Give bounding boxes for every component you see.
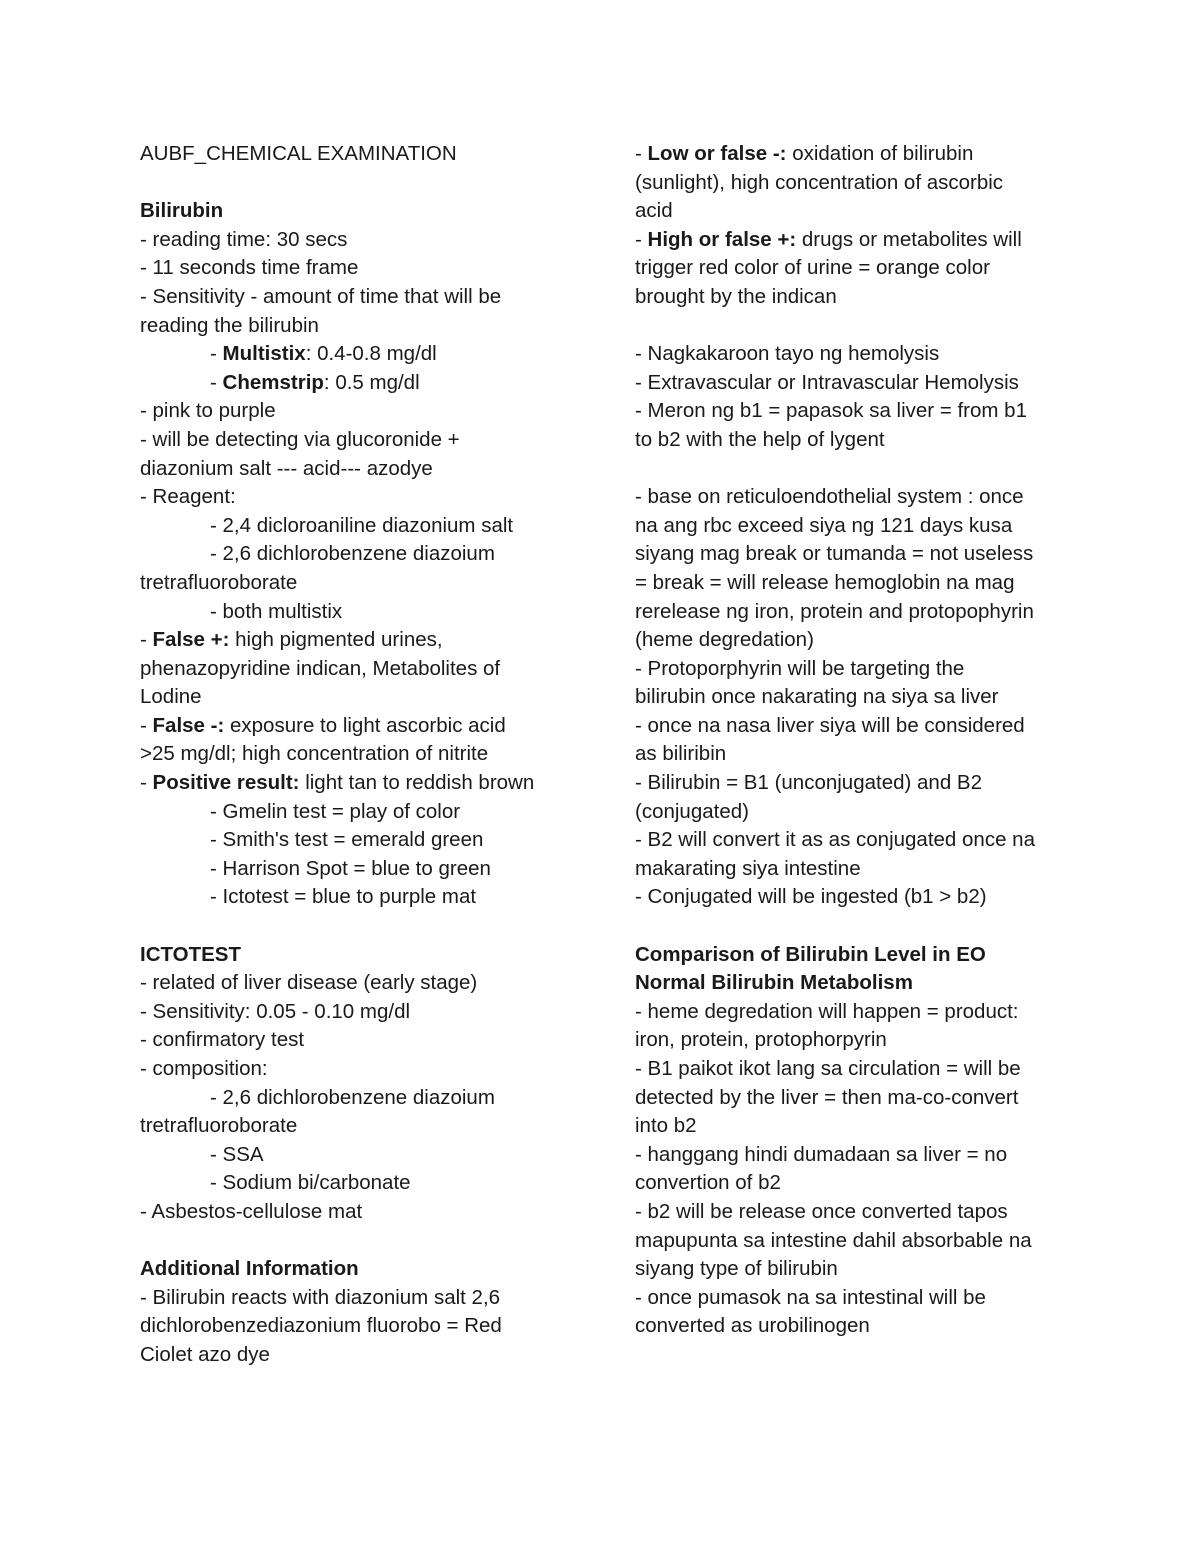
blank-line <box>140 169 580 198</box>
text-line <box>140 1169 580 1198</box>
text-line <box>635 1198 1075 1227</box>
line-text: : 0.5 mg/dl <box>323 370 420 394</box>
line-text: - confirmatory test <box>140 1028 305 1052</box>
text-line <box>635 1055 1075 1084</box>
text-line <box>635 826 1075 855</box>
line-text: mapupunta sa intestine dahil absorbable na <box>635 1228 1032 1252</box>
line-text: diazonium salt --- acid--- azodye <box>140 456 433 480</box>
line-text: tretrafluoroborate <box>140 1114 298 1138</box>
line-text: - 2,6 dichlorobenzene diazoium <box>210 542 495 566</box>
line-text: - Nagkakaroon tayo ng hemolysis <box>635 342 940 366</box>
text-line <box>635 1227 1075 1256</box>
line-text: drugs or metabolites will <box>796 227 1022 251</box>
text-line <box>140 254 580 283</box>
line-text: acid <box>635 199 673 223</box>
text-line <box>140 598 580 627</box>
text-line <box>635 569 1075 598</box>
line-text: - hanggang hindi dumadaan sa liver = no <box>635 1142 1008 1166</box>
text-line <box>635 397 1075 426</box>
line-text: Ciolet azo dye <box>140 1342 270 1366</box>
line-text: - Ictotest = blue to purple mat <box>210 885 477 909</box>
blank-line <box>635 912 1075 941</box>
text-line <box>635 512 1075 541</box>
text-line <box>635 283 1075 312</box>
line-text: makarating siya intestine <box>635 856 861 880</box>
text-line <box>635 483 1075 512</box>
text-line <box>635 226 1075 255</box>
text-line <box>140 826 580 855</box>
section-heading-text: Normal Bilirubin Metabolism <box>635 971 913 995</box>
section-heading <box>635 941 1075 970</box>
right-column <box>635 140 1075 1341</box>
line-text: - heme degredation will happen = product: <box>635 999 1019 1023</box>
text-line <box>140 1112 580 1141</box>
text-line <box>635 740 1075 769</box>
line-text: light tan to reddish brown <box>299 771 535 795</box>
text-line <box>635 683 1075 712</box>
line-text: - reading time: 30 secs <box>140 227 348 251</box>
text-line <box>635 626 1075 655</box>
text-line <box>140 283 580 312</box>
line-text: - Harrison Spot = blue to green <box>210 856 491 880</box>
text-line <box>635 883 1075 912</box>
line-text: iron, protein, protophorpyrin <box>635 1028 887 1052</box>
bullet-dash: - <box>140 628 153 652</box>
line-text: trigger red color of urine = orange color <box>635 256 990 280</box>
text-line <box>140 1141 580 1170</box>
line-text: oxidation of bilirubin <box>786 142 974 165</box>
line-text: - 2,4 dicloroaniline diazonium salt <box>210 513 514 537</box>
line-text: : 0.4-0.8 mg/dl <box>305 342 437 366</box>
line-text: - B1 paikot ikot lang sa circulation = will be <box>635 1057 1021 1080</box>
text-line <box>635 855 1075 884</box>
text-line <box>635 426 1075 455</box>
text-line <box>140 226 580 255</box>
bullet-dash: - <box>140 713 153 737</box>
text-line <box>635 540 1075 569</box>
text-line <box>635 1312 1075 1341</box>
line-text: - Gmelin test = play of color <box>210 799 461 823</box>
bold-term: Chemstrip <box>222 370 324 394</box>
line-text: = break = will release hemoglobin na mag <box>635 570 1015 594</box>
left-column <box>140 140 580 1370</box>
bold-term: Positive result: <box>152 771 300 795</box>
bullet-dash: - <box>210 342 223 366</box>
section-heading <box>140 1255 580 1284</box>
text-line <box>140 1198 580 1227</box>
text-line <box>140 455 580 484</box>
text-line <box>635 1169 1075 1198</box>
bullet-dash: - <box>635 227 648 251</box>
text-line <box>635 598 1075 627</box>
text-line <box>635 1084 1075 1113</box>
text-line <box>140 540 580 569</box>
text-line <box>635 1026 1075 1055</box>
text-line <box>635 169 1075 198</box>
line-text: - Bilirubin = B1 (unconjugated) and B2 <box>635 771 983 795</box>
line-text: - Meron ng b1 = papasok sa liver = from b1 <box>635 399 1027 423</box>
line-text: phenazopyridine indican, Metabolites of <box>140 656 501 680</box>
text-line <box>140 1055 580 1084</box>
text-line <box>635 1112 1075 1141</box>
line-text: - pink to purple <box>140 399 276 423</box>
bold-term: Low or false -: <box>647 142 787 165</box>
text-line <box>635 998 1075 1027</box>
text-line <box>635 655 1075 684</box>
section-heading-text: Bilirubin <box>140 199 224 223</box>
line-text: - Sensitivity: 0.05 - 0.10 mg/dl <box>140 999 411 1023</box>
text-line <box>140 855 580 884</box>
line-text: - Sodium bi/carbonate <box>210 1171 411 1195</box>
line-text: (heme degredation) <box>635 628 814 652</box>
section-heading-text: Comparison of Bilirubin Level in EO <box>635 942 986 966</box>
text-line <box>635 1141 1075 1170</box>
bold-term: False -: <box>152 713 225 737</box>
text-line <box>140 655 580 684</box>
bold-term: False +: <box>152 628 230 652</box>
line-text: na ang rbc exceed siya ng 121 days kusa <box>635 513 1013 537</box>
section-heading <box>140 941 580 970</box>
text-line <box>140 483 580 512</box>
line-text: - Conjugated will be ingested (b1 > b2) <box>635 885 987 909</box>
text-line <box>635 712 1075 741</box>
text-line <box>140 512 580 541</box>
text-line <box>140 426 580 455</box>
bullet-dash: - <box>635 142 648 165</box>
line-text: siyang type of bilirubin <box>635 1257 838 1281</box>
line-text: - 11 seconds time frame <box>140 256 359 280</box>
line-text: detected by the liver = then ma-co-convert <box>635 1085 1019 1109</box>
line-text: - both multistix <box>210 599 343 623</box>
bullet-dash: - <box>210 370 223 394</box>
line-text: - B2 will convert it as as conjugated once na <box>635 828 1035 852</box>
line-text: - Sensitivity - amount of time that will be <box>140 284 502 308</box>
line-text: rerelease ng iron, protein and protopophyrin <box>635 599 1034 623</box>
text-line <box>140 1341 580 1370</box>
section-heading-text: Additional Information <box>140 1257 359 1281</box>
line-text: brought by the indican <box>635 284 837 308</box>
text-line <box>635 140 1075 169</box>
section-heading <box>635 969 1075 998</box>
text-line <box>140 1026 580 1055</box>
line-text: to b2 with the help of lygent <box>635 427 885 451</box>
text-line <box>635 798 1075 827</box>
line-text: - Asbestos-cellulose mat <box>140 1199 363 1223</box>
bullet-dash: - <box>140 771 153 795</box>
text-line <box>140 683 580 712</box>
line-text: Lodine <box>140 685 202 709</box>
line-text: - Bilirubin reacts with diazonium salt 2,6 <box>140 1285 501 1309</box>
text-line <box>140 1084 580 1113</box>
line-text: into b2 <box>635 1114 697 1138</box>
bold-term: Multistix <box>222 342 306 366</box>
line-text: convertion of b2 <box>635 1171 781 1195</box>
line-text: reading the bilirubin <box>140 313 319 337</box>
blank-line <box>635 312 1075 341</box>
text-line <box>140 740 580 769</box>
line-text: - once na nasa liver siya will be considered <box>635 713 1025 737</box>
section-heading <box>140 197 580 226</box>
line-text: (sunlight), high concentration of ascorbic <box>635 170 1004 194</box>
line-text: - composition: <box>140 1057 268 1080</box>
text-line <box>140 369 580 398</box>
text-line <box>635 1284 1075 1313</box>
text-line <box>635 369 1075 398</box>
line-text: - Extravascular or Intravascular Hemolysis <box>635 370 1019 394</box>
text-line <box>635 769 1075 798</box>
text-line <box>140 340 580 369</box>
line-text: - b2 will be release once converted tapos <box>635 1199 1008 1223</box>
text-line <box>140 883 580 912</box>
line-text: - once pumasok na sa intestinal will be <box>635 1285 986 1309</box>
text-line <box>140 312 580 341</box>
text-line <box>140 397 580 426</box>
text-line <box>140 626 580 655</box>
text-line <box>635 340 1075 369</box>
line-text: converted as urobilinogen <box>635 1314 870 1338</box>
line-text: high pigmented urines, <box>229 628 443 652</box>
line-text: - will be detecting via glucoronide + <box>140 427 460 451</box>
line-text: - SSA <box>210 1142 264 1166</box>
line-text: - Smith's test = emerald green <box>210 828 484 852</box>
section-heading-text: ICTOTEST <box>140 942 241 966</box>
text-line <box>635 1255 1075 1284</box>
text-line <box>140 569 580 598</box>
blank-line <box>140 1227 580 1256</box>
text-line <box>140 1312 580 1341</box>
text-line <box>635 254 1075 283</box>
line-text: >25 mg/dl; high concentration of nitrite <box>140 742 489 766</box>
text-line <box>140 769 580 798</box>
text-line <box>140 1284 580 1313</box>
blank-line <box>140 912 580 941</box>
blank-line <box>635 455 1075 484</box>
text-line <box>140 998 580 1027</box>
line-text: (conjugated) <box>635 799 749 823</box>
text-line <box>635 197 1075 226</box>
text-line <box>140 798 580 827</box>
line-text: siyang mag break or tumanda = not useless <box>635 542 1034 566</box>
line-text: exposure to light ascorbic acid <box>224 713 506 737</box>
text-line <box>140 969 580 998</box>
line-text: - base on reticuloendothelial system : once <box>635 485 1024 509</box>
line-text: tretrafluoroborate <box>140 570 298 594</box>
document-title: AUBF_CHEMICAL EXAMINATION <box>140 142 457 165</box>
line-text: - related of liver disease (early stage) <box>140 971 478 995</box>
line-text: as biliribin <box>635 742 727 766</box>
text-line <box>140 712 580 741</box>
line-text: bilirubin once nakarating na siya sa liver <box>635 685 999 709</box>
bold-term: High or false +: <box>647 227 797 251</box>
line-text: dichlorobenzediazonium fluorobo = Red <box>140 1314 502 1338</box>
line-text: - Protoporphyrin will be targeting the <box>635 656 965 680</box>
line-text: - Reagent: <box>140 485 236 509</box>
line-text: - 2,6 dichlorobenzene diazoium <box>210 1085 495 1109</box>
